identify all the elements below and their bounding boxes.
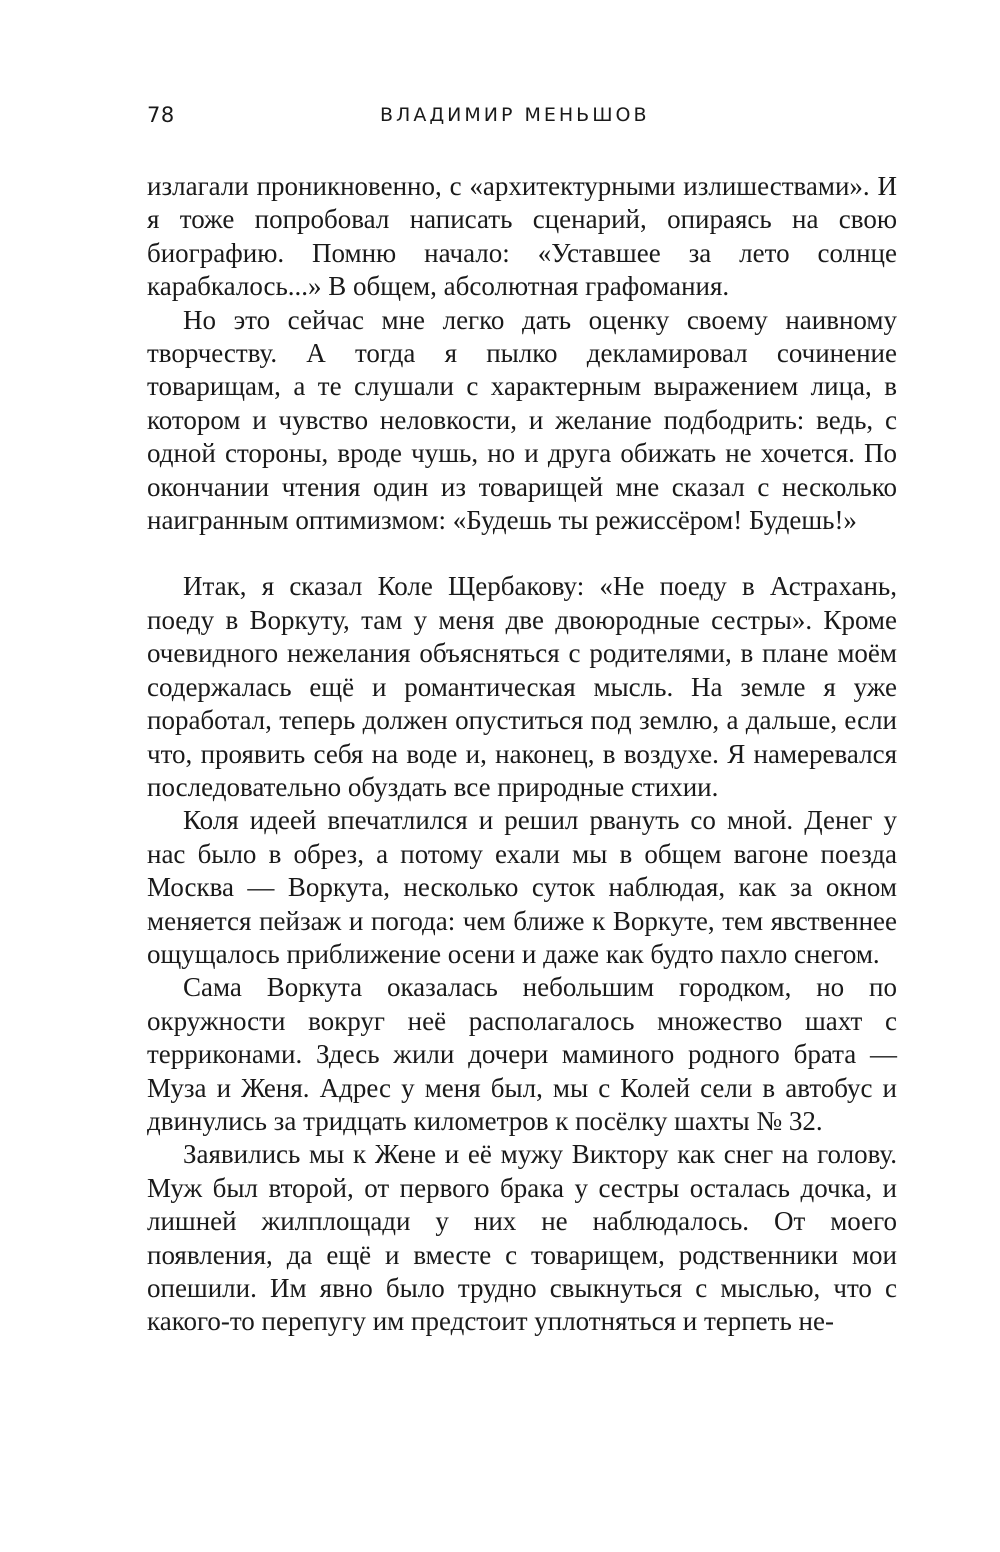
running-head xyxy=(147,103,897,137)
running-title: ВЛАДИМИР МЕНЬШОВ xyxy=(380,104,650,126)
paragraph-5: Сама Воркута оказалась небольшим городком, но по окружности вокруг неё располагалось множество шахт с терриконами. Здесь жили дочери маминого родного брата — Муза и Женя. Адрес у меня был, мы с Колей сели в автобус и двинулись за тридцать километров к посёлку шахты № 32. xyxy=(147,972,897,1136)
paragraph-4: Коля идеей впечатлился и решил рвануть со мной. Денег у нас было в обрез, а потому ехали мы в общем вагоне поезда Москва — Воркута, несколько суток наблюдая, как за окном меняется пейзаж и погода: чем ближе к Воркуте, тем явственнее ощущалось приближение осени и даже как будто пахло снегом. xyxy=(147,805,897,969)
body-text xyxy=(147,170,897,1339)
paragraph-3: Итак, я сказал Коле Щербакову: «Не поеду в Астрахань, поеду в Воркуту, там у меня две двоюродные сестры». Кроме очевидного нежелания объясняться с родителями, в плане моём содержалась ещё и романтическая мысль. На земле я уже поработал, теперь должен опуститься под землю, а дальше, если что, проявить себя на воде и, наконец, в воздухе. Я намеревался последовательно обуздать все природные стихии. xyxy=(147,571,897,802)
paragraph-1: излагали проникновенно, с «архитектурными излишествами». И я тоже попробовал написать сценарий, опираясь на свою биографию. Помню начало: «Уставшее за лето солнце карабкалось...» В общем, абсолютная графомания. xyxy=(147,171,897,302)
paragraph-6: Заявились мы к Жене и её мужу Виктору как снег на голову. Муж был второй, от первого брака у сестры осталась дочка, и лишней жилплощади у них не наблюдалось. От моего появления, да ещё и вместе с товарищем, родственники мои опешили. Им явно было трудно свыкнуться с мыслью, что с какого-то перепугу им предстоит уплотняться и терпеть не- xyxy=(147,1139,897,1337)
page-number: 78 xyxy=(147,103,175,127)
paragraph-2: Но это сейчас мне легко дать оценку своему наивному творчеству. А тогда я пылко декламировал сочинение товарищам, а те слушали с характерным выражением лица, в котором и чувство неловкости, и желание подбодрить: ведь, с одной стороны, вроде чушь, но и друга обижать не хочется. По окончании чтения один из товарищей мне сказал с несколько наигранным оптимизмом: «Будешь ты режиссёром! Будешь!» xyxy=(147,304,897,536)
